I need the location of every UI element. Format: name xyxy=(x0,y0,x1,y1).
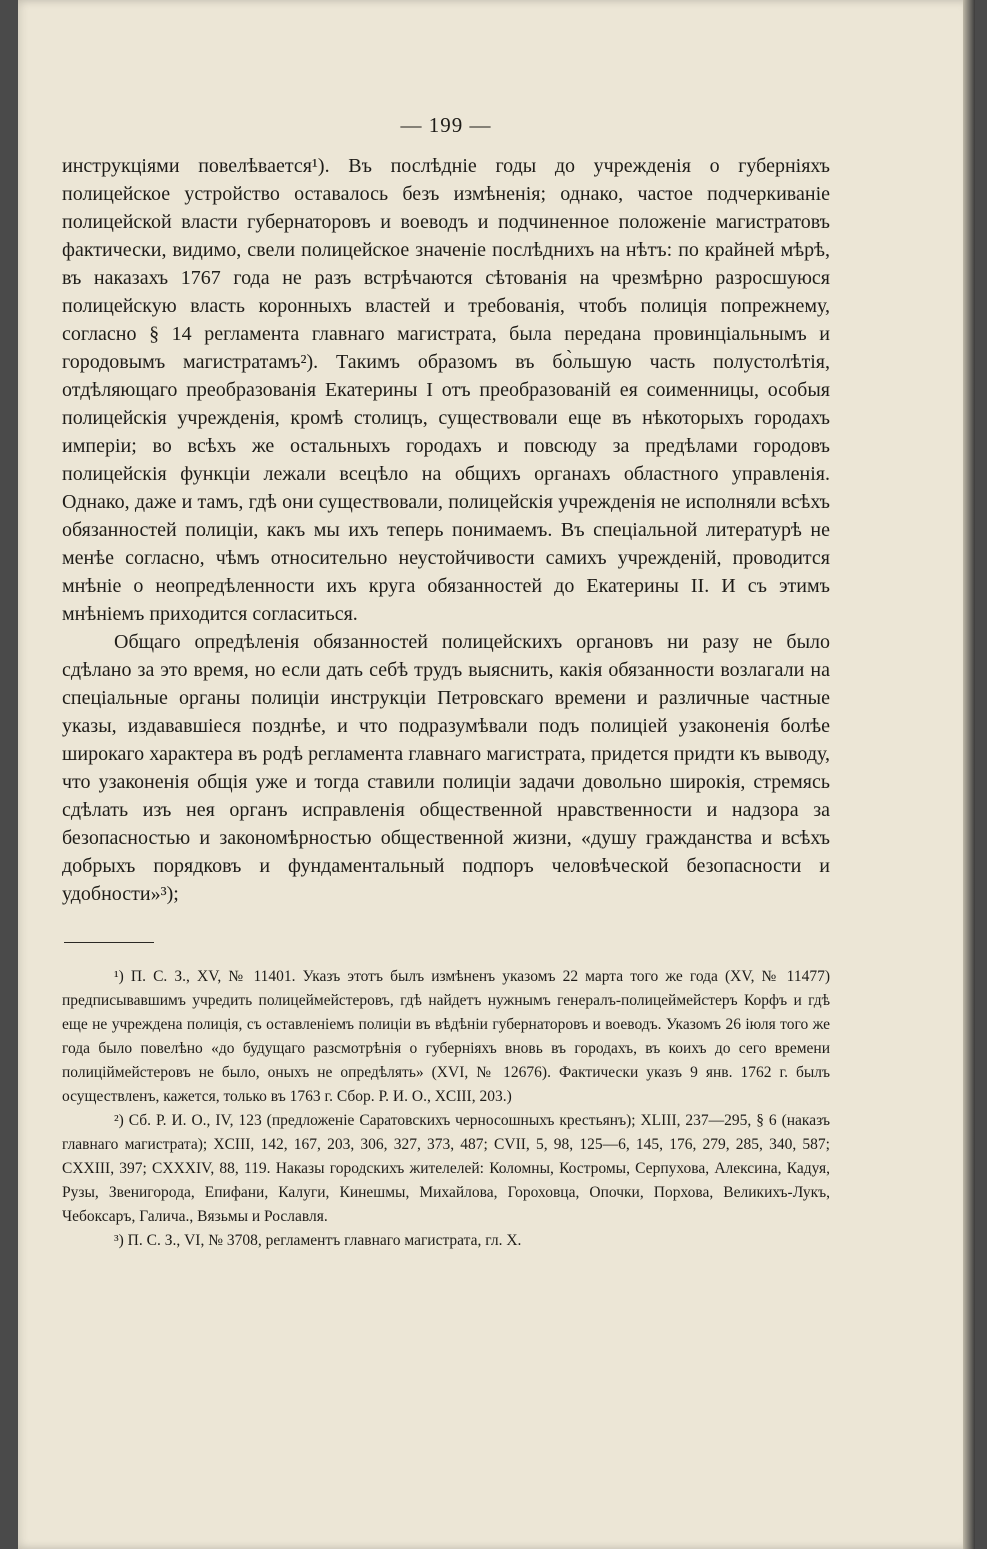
footnote-1: ¹) П. С. З., XV, № 11401. Указъ этотъ былъ измѣненъ указомъ 22 марта того же года (XV, № 11477) предписывавшимъ учредить полицеймейстеровъ, гдѣ найдетъ нужнымъ генералъ-полицеймейстеръ Корфъ и гдѣ еще не учреждена полиція, съ оставленіемъ полиціи въ вѣдѣніи губернаторовъ и воеводъ. Указомъ 26 іюля того же года было повелѣно «до будущаго разсмотрѣнія о губерніяхъ вновь въ городахъ, въ коихъ до сего времени полиціймейстеровъ не было, оныхъ не опредѣлять» (XVI, № 12676). Фактически указъ 9 янв. 1762 г. былъ осуществленъ, кажется, только въ 1763 г. Сбор. Р. И. О., XCIII, 203.) xyxy=(62,968,830,1105)
footnote-2: ²) Сб. Р. И. О., IV, 123 (предложеніе Саратовскихъ черносошныхъ крестьянъ); XLIII, 237—295, § 6 (наказъ главнаго магистрата); XCIII, 142, 167, 203, 306, 327, 373, 487; CVII, 5, 98, 125—6, 145, 176, 279, 285, 340, 587; CXXIII, 397; CXXXIV, 88, 119. Наказы городскихъ жителелей: Коломны, Костромы, Серпухова, Алексина, Кадуя, Рузы, Звенигорода, Епифани, Калуги, Кинешмы, Михайлова, Гороховца, Опочки, Порхова, Великихъ-Лукъ, Чебоксаръ, Галича., Вязьмы и Рославля. xyxy=(62,1112,830,1225)
page-number: — 199 — xyxy=(400,113,492,137)
page-edge-shadow xyxy=(963,0,975,1549)
footnote-divider xyxy=(64,942,154,943)
book-page xyxy=(18,0,975,1549)
page-content xyxy=(62,110,830,1253)
body-text xyxy=(62,152,830,908)
footnote-3: ³) П. С. З., VI, № 3708, регламентъ главнаго магистрата, гл. X. xyxy=(114,1232,522,1249)
paragraph-1: инструкціями повелѣвается¹). Въ послѣдніе годы до учрежденія о губерніяхъ полицейское устройство оставалось безъ измѣненія; однако, частое подчеркиваніе полицейской власти губернаторовъ и воеводъ и подчиненное положеніе магистратовъ фактически, видимо, свели полицейское значеніе послѣднихъ на нѣтъ: по крайней мѣрѣ, въ наказахъ 1767 года не разъ встрѣчаются сѣтованія на чрезмѣрно разросшуюся полицейскую власть коронныхъ властей и требованія, чтобъ полиція попрежнему, согласно § 14 регламента главнаго магистрата, была передана провинціальнымъ и городовымъ магистратамъ²). Такимъ образомъ въ бо̀льшую часть полустолѣтія, отдѣляющаго преобразованія Екатерины I отъ преобразованій ея соименницы, особыя полицейскія учрежденія, кромѣ столицъ, существовали еще въ нѣкоторыхъ городахъ имперіи; во всѣхъ же остальныхъ городахъ и повсюду за предѣлами городовъ полицейскія функціи лежали всецѣло на общихъ органахъ областного управленія. Однако, даже и тамъ, гдѣ они существовали, полицейскія учрежденія не исполняли всѣхъ обязанностей полиціи, какъ мы ихъ теперь понимаемъ. Въ спеціальной литературѣ не менѣе согласно, чѣмъ относительно неустойчивости самихъ учрежденій, проводится мнѣніе о неопредѣленности ихъ круга обязанностей до Екатерины II. И съ этимъ мнѣніемъ приходится согласиться. xyxy=(62,155,830,625)
footnotes xyxy=(62,965,830,1253)
paragraph-2: Общаго опредѣленія обязанностей полицейскихъ органовъ ни разу не было сдѣлано за это время, но если дать себѣ трудъ выяснить, какія обязанности возлагали на спеціальные органы полиціи инструкціи Петровскаго времени и различные частные указы, издававшіеся позднѣе, и что подразумѣвали подъ полиціей узаконенія болѣе широкаго характера въ родѣ регламента главнаго магистрата, придется придти къ выводу, что узаконенія общія уже и тогда ставили полиціи задачи довольно широкія, стремясь сдѣлать изъ нея органъ исправленія общественной нравственности и надзора за безопасностью и закономѣрностью общественной жизни, «душу гражданства и всѣхъ добрыхъ порядковъ и фундаментальный подпоръ человѣческой безопасности и удобности»³); xyxy=(62,631,830,905)
